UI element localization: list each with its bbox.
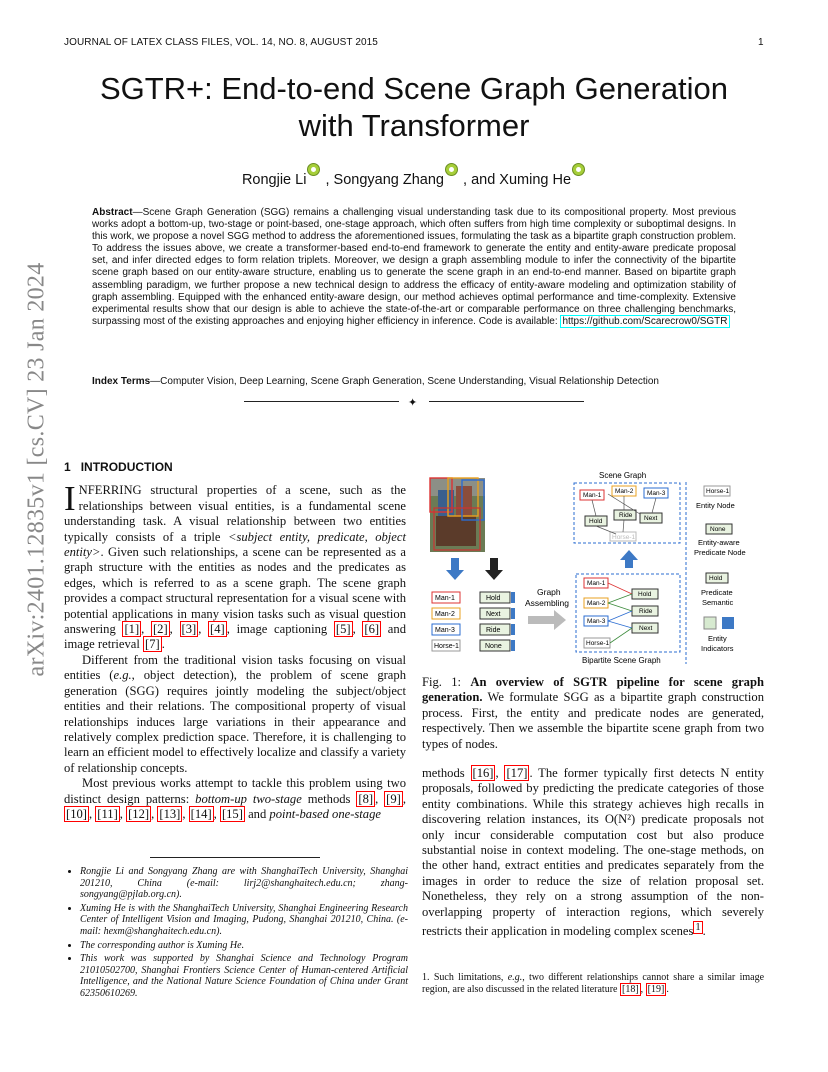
divider-line-left [244, 401, 399, 402]
text: e.g. [507, 972, 523, 983]
footnote-item: • Xuming He is with the ShanghaiTech University, Shanghai Engineering Research Center of Intelligent Vision and Imaging, Pudong, Shanghai 201210, China. (e-mail: hexm@shanghaitech.edu.cn). [80, 903, 408, 938]
abstract-label: Abstract [92, 207, 133, 218]
arxiv-stamp [12, 262, 62, 678]
right-column: methods [16] , [17] . The former typically first detects N entity proposals, followed by predicting the predicate categories of those entity combinations. While this strategy achieves high recalls in discovering relation instances, its O(N²) predicate proposals not only incur considerable computation cost but also produce substantial noise in context modeling. The one-stage methods, on the other hand, extract entities and predicates separately from the images in order to reduce the size of relation proposal set. Nonetheless, they rely on a strong assumption of the non-overlapping property of interaction regions, which severely restricts their application in modeling complex scenes $^1$ . [422, 766, 764, 939]
legend-pred-node-2: Predicate Node [694, 548, 746, 557]
section-number: 1 [64, 460, 71, 474]
entity-node: Man-2 [435, 611, 455, 618]
sg-node: Horse-1 [612, 534, 636, 541]
lead-word: NFERRING [78, 483, 142, 498]
text: , object detection), the problem of scene graph generation (SGG) requires jointly modeling the subject/object entities and their relations. The compositional property of visual relationships induces large variations in their appearance and relatively complex prediction space. Therefore, it is challenging to learn an efficient model to effectively localize and classify a variety of relationship concepts. [64, 668, 406, 775]
predicate-node: Hold [486, 595, 501, 602]
citation[interactable]: [14] [190, 806, 212, 821]
author-3: , and Xuming He [463, 172, 572, 188]
citation[interactable]: [16] [472, 766, 494, 780]
input-image [430, 478, 485, 552]
legend-entity-ind-2: Indicators [701, 644, 734, 653]
citation[interactable]: [3] [181, 622, 197, 637]
arxiv-id[interactable]: arXiv:2401.12835v1 [cs.CV] 23 Jan 2024 [23, 262, 50, 677]
caption-label: Fig. 1: [422, 675, 471, 689]
footnote-item: • The corresponding author is Xuming He. [80, 940, 408, 952]
citation[interactable]: [19] [647, 984, 665, 995]
triple-notation: <subject entity, predicate, object entity> [64, 529, 406, 560]
legend-sem-example: Hold [709, 575, 723, 582]
citation[interactable]: [8] [358, 791, 374, 806]
citation[interactable]: [11] [97, 806, 118, 821]
caption-bold: An overview of SGTR pipeline for scene graph generation. [422, 675, 764, 705]
citation[interactable]: [2] [152, 622, 168, 637]
title-line-2: with Transformer [298, 108, 530, 143]
intro-paragraph-1: INFERRING structural properties of a scene, such as the relationships between visual entities, is a fundamental scene understanding task. A visual relationship between two entities typically consists of a triple <subject entity, predicate, object entity>. Given such relationships, a scene can be represented as a graph structure with the entities as nodes and the predicates as edges, which is referred to as a scene graph. The scene graph provides a compact structural representation for a visual scene with potential applications in many vision tasks such as visual question answering [1] , [2] , [3] , [4] , image captioning [5] , [6] and image retrieval [7] . [64, 479, 406, 652]
legend-pred-node-1: Entity-aware [698, 538, 740, 547]
footnote-item: • Rongjie Li and Songyang Zhang are with ShanghaiTech University, Shanghai 201210, China (e-mail: lirj2@shanghaitech.edu.cn; zhang-songyang@pjlab.org.cn). [80, 866, 408, 901]
sg-node: Man-3 [647, 490, 666, 497]
figure-1 [424, 466, 764, 668]
predicate-node: Ride [486, 627, 501, 634]
text: Most previous works attempt to tackle this problem using two distinct design patterns: [64, 776, 406, 806]
section-title: INTRODUCTION [80, 460, 173, 474]
intro-paragraph-2 [64, 653, 406, 776]
section-heading [64, 460, 406, 475]
entity-node: Man-1 [435, 595, 455, 602]
citation[interactable]: [17] [506, 766, 528, 780]
text: Different from the traditional vision tasks focusing on visual entities ( [64, 652, 406, 683]
orcid-icon[interactable] [445, 163, 458, 176]
citation[interactable]: [13] [159, 806, 181, 821]
footnote-right: 1. Such limitations, e.g., two different relationships cannot share a similar image region, are also discussed in the related literature [18] , [19] . [422, 972, 765, 995]
citation[interactable]: [1] [124, 622, 140, 637]
sg-node: Man-1 [583, 492, 602, 499]
text: bottom-up two-stage [195, 791, 302, 806]
text: and [244, 806, 270, 821]
bip-entity: Horse-1 [586, 640, 610, 647]
dropcap: I [64, 479, 76, 519]
title-line-1: SGTR+: End-to-end Scene Graph Generation [99, 71, 729, 106]
affiliation-footnotes [64, 866, 408, 1002]
bip-entity: Man-1 [587, 580, 606, 587]
citation[interactable]: [18] [621, 984, 639, 995]
orcid-icon[interactable] [572, 163, 585, 176]
text: 1. Such limitations, [422, 972, 508, 983]
text: e.g. [113, 668, 132, 683]
paper-title [60, 70, 768, 144]
text: and image retrieval [64, 622, 406, 652]
citation[interactable]: [15] [221, 806, 243, 821]
page-number: 1 [758, 37, 764, 48]
footnote-rule [150, 857, 320, 858]
arrow-right-icon [528, 610, 566, 630]
author-1: Rongjie Li [241, 172, 307, 188]
entity-node: Man-3 [435, 627, 455, 634]
footnote-mark[interactable]: 1 [695, 922, 701, 934]
abstract-text: —Scene Graph Generation (SGG) remains a challenging visual understanding task due to its compositional property. Most previous works adopt a bottom-up, two-stage or point-based, one-stage approach, which often suffers from high time complexity or suboptimal designs. In this work, we propose a novel SGG method to address the aforementioned issues, formulating the task as a bipartite graph construction problem. To address the issues above, we create a transformer-based end-to-end framework to generate the entity and entity-aware predicate proposal set, and infer directed edges to form relation triplets. Moreover, we design a graph assembling module to infer the connectivity of the bipartite scene graph based on our entity-aware structure, enabling us to generate the scene graph in an end-to-end manner. Based on bipartite graph assembling paradigm, we further propose a new technical design to address the efficacy of entity-aware modeling and optimization stability of graph assembling. Equipped with the enhanced entity-aware design, our method achieves optimal performance and time-complexity. Extensive experimental results show that our design is able to achieve the state-of-the-art or comparable performance on three challenging benchmarks, surpassing most of the existing approaches and enjoying higher efficiency in inference. Code is available: [92, 207, 736, 327]
assembling-label-1: Graph [537, 587, 561, 597]
bip-predicate: Hold [638, 591, 652, 598]
arrow-up-icon [620, 550, 638, 568]
citation[interactable]: [10] [66, 806, 87, 821]
sg-node: Man-2 [615, 488, 634, 495]
sg-node: Hold [589, 518, 603, 525]
legend-pred-example: None [710, 526, 726, 533]
predicate-node: Next [486, 611, 501, 618]
citation[interactable]: [5] [335, 622, 351, 637]
arrow-down-icon [446, 558, 464, 580]
citation[interactable]: [4] [210, 622, 225, 637]
text: . The former typically first detects N entity proposals, followed by predicting the predicate categories of those entity combinations. While this strategy achieves high recalls in discovering relation instances, its O(N²) predicate proposals not only incur considerable computation cost but also produce substantial noise in context modeling. The one-stage methods, on the other hand, extract entities and predicates separately from the images in order to reduce the size of relation proposal set. Nonetheless, they rely on a strong assumption of the non-overlapping property of interaction regions, which severely restricts their application in modeling complex scenes [422, 766, 764, 939]
text: methods [422, 766, 471, 780]
text: structural properties of a scene, such as the relationships between visual entities, is a fundamental scene understanding task. A visual relationship between two entities typically consists of a triple [64, 483, 406, 544]
figure-caption [422, 675, 764, 752]
code-link[interactable]: https://github.com/Scarecrow0/SGTR [562, 315, 728, 327]
legend-pred-sem-2: Semantic [702, 598, 734, 607]
text: . Given such relationships, a scene can be represented as a graph structure with the entities as nodes and the predicates as edges, which is referred to as a scene graph. The scene graph provides a compact structural representation for a visual scene with potential applications in many vision tasks such as visual question answering [64, 545, 406, 637]
scene-graph-label: Scene Graph [599, 471, 647, 480]
legend-entity-node: Entity Node [696, 501, 735, 510]
footnote-item: • This work was supported by Shanghai Science and Technology Program 21010502700, Shanghai Frontiers Science Center of Human-centered Artificial Intelligence, and the National Nature Science Foundation of China under Grant 62350610269. [80, 953, 408, 999]
index-terms-text: —Computer Vision, Deep Learning, Scene Graph Generation, Scene Understanding, Visual Relationship Detection [150, 376, 659, 387]
citation[interactable]: [12] [128, 806, 150, 821]
bip-predicate: Ride [639, 608, 653, 615]
author-2: , Songyang Zhang [325, 172, 444, 188]
author-list [60, 163, 768, 188]
bip-entity: Man-2 [587, 600, 606, 607]
citation[interactable]: [9] [386, 791, 401, 806]
text: , image captioning [226, 622, 334, 637]
abstract [92, 207, 736, 328]
sg-node: Ride [619, 512, 633, 519]
assembling-label-2: Assembling [525, 598, 569, 608]
running-header: JOURNAL OF LATEX CLASS FILES, VOL. 14, NO. 8, AUGUST 2015 [64, 37, 378, 48]
citation[interactable]: [6] [364, 622, 380, 637]
section-divider [244, 397, 584, 409]
text: methods [301, 791, 357, 806]
citation[interactable]: [7] [145, 637, 160, 652]
arrow-down-icon [485, 558, 503, 580]
index-terms [92, 376, 736, 387]
divider-diamond-icon: ✦ [408, 397, 418, 409]
text: point-based one-stage [269, 806, 381, 821]
entity-node: Horse-1 [434, 643, 459, 650]
left-column [64, 460, 406, 822]
bip-entity: Man-3 [587, 618, 606, 625]
legend-pred-sem-1: Predicate [701, 588, 733, 597]
predicate-node: None [485, 643, 502, 650]
sg-node: Next [644, 515, 658, 522]
index-terms-label: Index Terms [92, 376, 151, 387]
legend-entity-example: Horse-1 [706, 488, 730, 495]
orcid-icon[interactable] [307, 163, 320, 176]
caption-text: We formulate SGG as a bipartite graph construction process. First, the entity and predicate nodes are generated, respectively. Then we assemble the bipartite scene graph from two types of nodes. [422, 690, 764, 751]
intro-paragraph-3: Most previous works attempt to tackle this problem using two distinct design patterns: bottom-up two-stage methods [8] , [9] , [10] , [11] , [12] , [13] , [14] , [15] and point-based one-stage [64, 776, 406, 821]
bipartite-label: Bipartite Scene Graph [582, 656, 661, 665]
bip-predicate: Next [639, 625, 653, 632]
divider-line-right [429, 401, 584, 402]
text: , two different relationships cannot share a similar image region, are also discussed in the related literature [422, 972, 765, 995]
legend-entity-ind-1: Entity [708, 634, 727, 643]
